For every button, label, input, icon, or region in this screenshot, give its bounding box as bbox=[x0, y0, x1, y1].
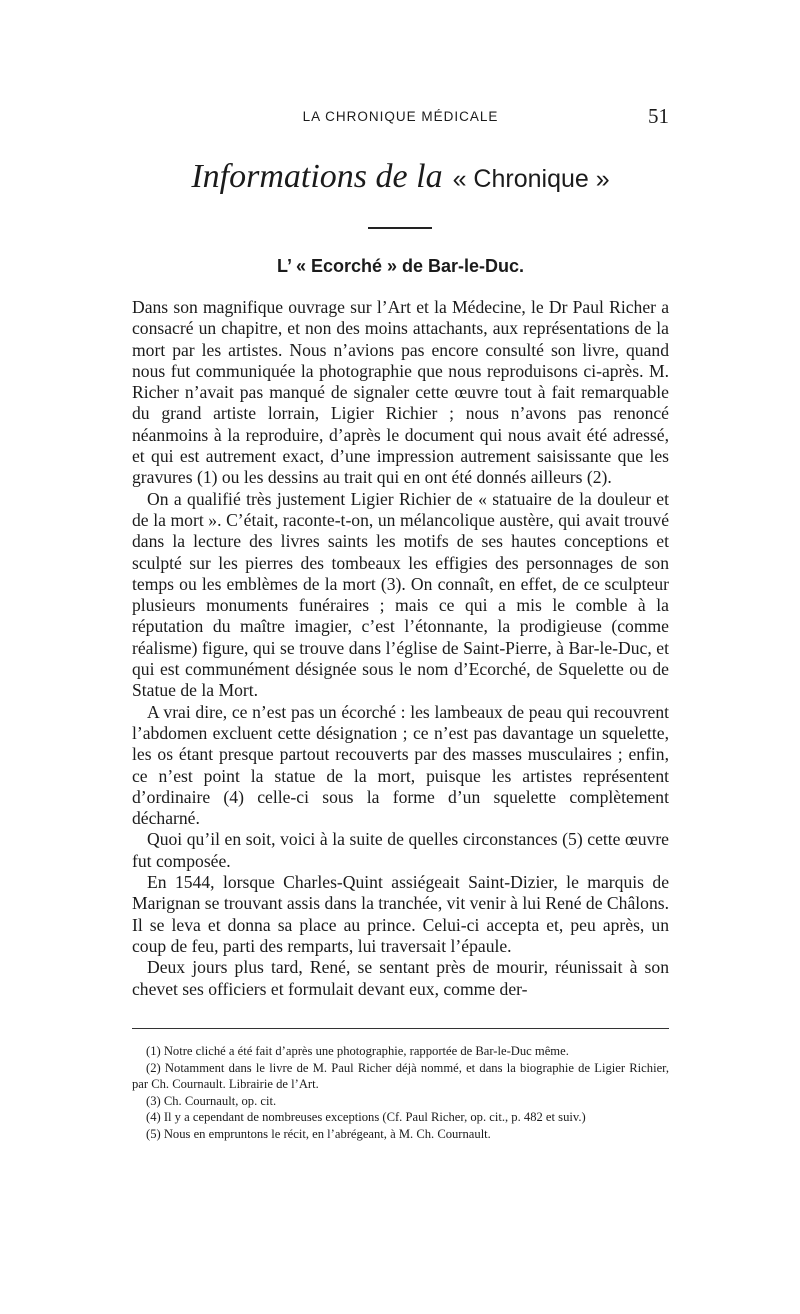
title-divider bbox=[368, 227, 432, 229]
article-body bbox=[132, 297, 669, 1000]
footnote: (3) Ch. Cournault, op. cit. bbox=[146, 1093, 277, 1108]
section-title bbox=[132, 158, 669, 196]
footnote: (4) Il y a cependant de nombreuses exceptions (Cf. Paul Richer, op. cit., p. 482 et suiv.) bbox=[146, 1110, 586, 1124]
article-paragraph: Dans son magnifique ouvrage sur l’Art et la Médecine, le Dr Paul Richer a consacré un chapitre, et non des moins attachants, aux représentations de la mort par les artistes. Nous n’avions pas encore consulté son livre, quand nous fut communiquée la photographie que nous reproduisons ci-après. M. Richer n’avait pas manqué de signaler cette œuvre tout à fait remarquable du grand artiste lorrain, Ligier Richier ; nous n’avons pas renoncé néanmoins à la reproduire, d’après le document qui nous avait été adressé, et qui est autrement exact, d’une impression autrement saisissante que les gravures (1) ou les dessins au trait qui en ont été donnés ailleurs (2). bbox=[132, 297, 669, 488]
article-heading: L’ « Ecorché » de Bar-le-Duc. bbox=[276, 256, 525, 276]
section-title-italic: Informations de la bbox=[191, 158, 443, 195]
article-paragraph: En 1544, lorsque Charles-Quint assiégeait Saint-Dizier, le marquis de Marignan se trouvant assis dans la tranchée, vit venir à lui René de Châlons. Il se leva et donna sa place au prince. Celui-ci accepta et, peu après, un coup de feu, parti des remparts, lui traversait l’épaule. bbox=[132, 872, 669, 956]
section-title-journal: « Chronique » bbox=[452, 165, 610, 193]
footnote-divider bbox=[132, 1028, 669, 1029]
article-paragraph: Deux jours plus tard, René, se sentant près de mourir, réunissait à son chevet ses officiers et formulait devant eux, comme der- bbox=[132, 957, 669, 999]
article-paragraph: Quoi qu’il en soit, voici à la suite de quelles circonstances (5) cette œuvre fut composée. bbox=[132, 829, 669, 871]
running-head bbox=[132, 104, 669, 128]
footnotes bbox=[132, 1043, 669, 1142]
article-paragraph: A vrai dire, ce n’est pas un écorché : les lambeaux de peau qui recouvrent l’abdomen excluent cette désignation ; ce n’est pas davantage un squelette, les os étant presque partout recouverts par des masses musculaires ; enfin, ce n’est point la statue de la mort, puisque les artistes représentent d’ordinaire (4) celle-ci sous la forme d’un squelette complètement décharné. bbox=[132, 701, 669, 829]
footnote: (2) Notamment dans le livre de M. Paul Richer déjà nommé, et dans la biographie de Ligier Richier, par Ch. Cournault. Librairie de l’Art. bbox=[132, 1060, 669, 1091]
page-number: 51 bbox=[648, 104, 669, 128]
footnote: (1) Notre cliché a été fait d’après une photographie, rapportée de Bar-le-Duc même. bbox=[146, 1044, 569, 1058]
running-title: LA CHRONIQUE MÉDICALE bbox=[302, 109, 499, 124]
article-paragraph: On a qualifié très justement Ligier Richier de « statuaire de la douleur et de la mort ». C’était, raconte-t-on, un mélancolique austère, qui avait trouvé dans la lecture des livres saints les motifs de ses hautes conceptions et sculpté sur les pierres des tombeaux les effigies des personnages de son temps ou les emblèmes de la mort (3). On connaît, en effet, de ce sculpteur plusieurs monuments funéraires ; mais ce qui a mis le comble à la réputation du maître imagier, c’est l’étonnante, la prodigieuse (comme réalisme) figure, qui se trouve dans l’église de Saint-Pierre, à Bar-le-Duc, et qui est communément désignée sous le nom d’Ecorché, de Squelette ou de Statue de la Mort. bbox=[132, 488, 669, 701]
footnote: (5) Nous en empruntons le récit, en l’abrégeant, à M. Ch. Cournault. bbox=[146, 1126, 491, 1141]
